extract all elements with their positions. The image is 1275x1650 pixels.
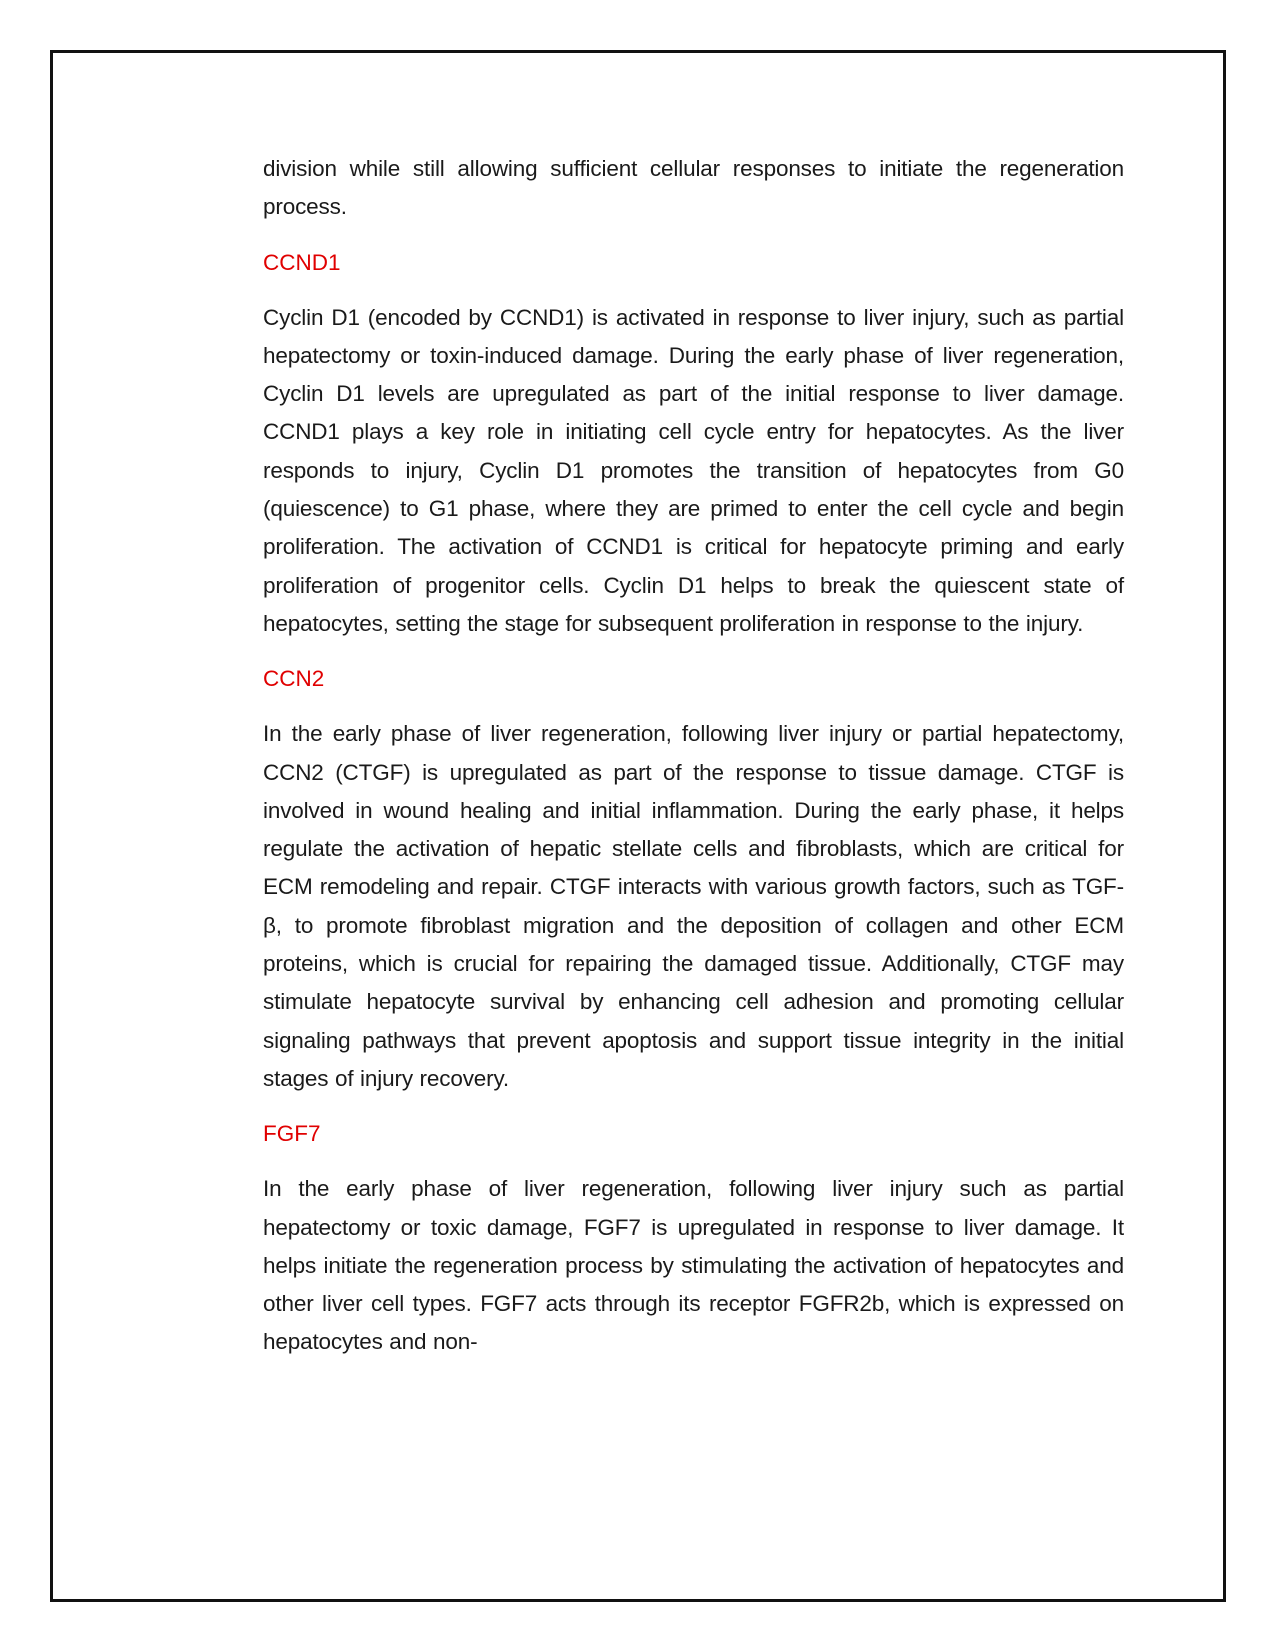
paragraph-intro-continuation: division while still allowing sufficient cellular responses to initiate the regeneration process. — [263, 156, 1124, 220]
document-body — [263, 150, 1124, 1379]
heading-ccnd1: CCND1 — [263, 249, 341, 275]
paragraph-fgf7: In the early phase of liver regeneration, following liver injury such as partial hepatectomy or toxic damage, FGF7 is upregulated in response to liver damage. It helps initiate the regeneration process by stimulating the activation of hepatocytes and other liver cell types. FGF7 acts through its receptor FGFR2b, which is expressed on hepatocytes and non- — [263, 1176, 1124, 1355]
paragraph-ccn2: In the early phase of liver regeneration, following liver injury or partial hepatectomy, CCN2 (CTGF) is upregulated as part of the response to tissue damage. CTGF is involved in wound healing and initial inflammation. During the early phase, it helps regulate the activation of hepatic stellate cells and fibroblasts, which are critical for ECM remodeling and repair. CTGF interacts with various growth factors, such as TGF-β, to promote fibroblast migration and the deposition of collagen and other ECM proteins, which is crucial for repairing the damaged tissue. Additionally, CTGF may stimulate hepatocyte survival by enhancing cell adhesion and promoting cellular signaling pathways that prevent apoptosis and support tissue integrity in the initial stages of injury recovery. — [263, 721, 1124, 1091]
heading-ccn2: CCN2 — [263, 666, 325, 692]
heading-fgf7: FGF7 — [263, 1121, 321, 1147]
paragraph-ccnd1: Cyclin D1 (encoded by CCND1) is activated in response to liver injury, such as partial hepatectomy or toxin-induced damage. During the early phase of liver regeneration, Cyclin D1 levels are upregulated as part of the initial response to liver damage. CCND1 plays a key role in initiating cell cycle entry for hepatocytes. As the liver responds to injury, Cyclin D1 promotes the transition of hepatocytes from G0 (quiescence) to G1 phase, where they are primed to enter the cell cycle and begin proliferation. The activation of CCND1 is critical for hepatocyte priming and early proliferation of progenitor cells. Cyclin D1 helps to break the quiescent state of hepatocytes, setting the stage for subsequent proliferation in response to the injury. — [263, 304, 1124, 636]
